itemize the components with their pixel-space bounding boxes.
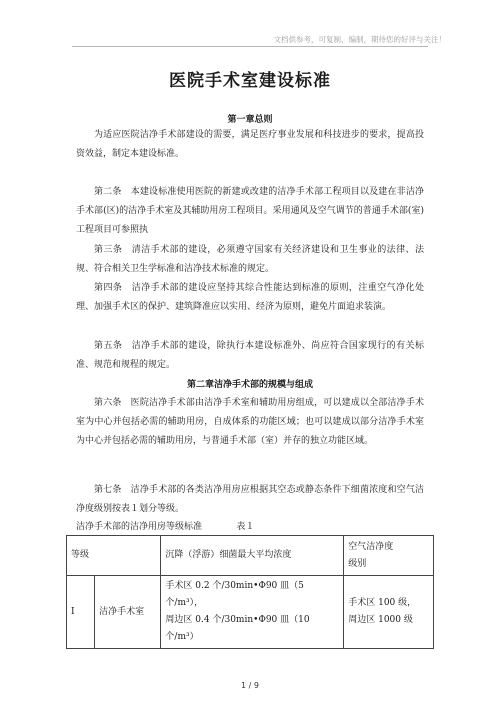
paragraph: 第六条 医院洁净手术部由洁净手术室和辅助用房组成，可以建成以全部洁净手术室为中心并包括必需的辅助用房，自成体系的功能区域；也可以建成以部分洁净手术室为中心并包括必需的辅助用房，与普通手术部（室）并存的独立功能区域。 <box>76 398 424 446</box>
row-cleanliness-line2: 周边区 1000 级 <box>348 615 413 625</box>
table-number: 表１ <box>236 522 255 532</box>
page-number: 1 / 9 <box>241 681 259 690</box>
header-cleanliness-line1: 空气洁净度 <box>348 541 394 552</box>
chapter-1-heading: 第一章总则 <box>227 115 273 125</box>
paragraph: 第七条 洁净手术部的各类洁净用房应根据其空态或静态条件下细菌浓度和空气洁净度级别按表１划分等级。 <box>76 485 424 514</box>
chapter-2-heading: 第二章洁净手术部的规模与组成 <box>186 380 313 390</box>
row-bacteria <box>161 576 344 649</box>
cleanroom-grade-table <box>66 535 434 649</box>
header-cleanliness-line2: 级别 <box>348 558 367 569</box>
document-title: 医院手术室建设标准 <box>169 71 331 91</box>
paragraph: 第三条 清洁手术部的建设，必须遵守国家有关经济建设和卫生事业的法律、法规、符合相关卫生学标准和洁净技术标准的规定。 <box>76 245 424 274</box>
table-caption <box>76 519 254 532</box>
header-grade: 等级 <box>67 536 161 576</box>
row-cleanliness-line1: 手术区 100 级， <box>348 598 417 608</box>
paragraph: 第二条 本建设标准使用医院的新建或改建的洁净手术部工程项目以及建在非洁净手术部(区)的洁净手术室及其辅助用房工程项目。采用通风及空气调节的普通手术部(室)工程项目可参照执 <box>76 187 424 235</box>
table-header-row <box>67 536 434 576</box>
row-grade: Ⅰ <box>67 576 95 649</box>
header-bacteria: 沉降（浮游）细菌最大平均浓度 <box>161 536 344 576</box>
row-bacteria-line1: 手术区 0.2 个/30min•Φ90 皿（5 个/m³）， <box>165 581 304 608</box>
row-bacteria-line2: 周边区 0.4 个/30min•Φ90 皿（10 个/m³） <box>165 615 310 642</box>
header-divider <box>72 46 428 47</box>
row-cleanliness <box>344 576 434 649</box>
paragraph: 第五条 洁净手术部的建设，除执行本建设标准外、尚应符合国家现行的有关标准、规范和规程的规定。 <box>76 341 424 370</box>
paragraph: 第四条 洁净手术部的建设应坚持其综合性能达到标准的原则，注重空气净化处理、加强手术区的保护、建筑降准应以实用、经济为原则，避免片面追求装演。 <box>76 283 424 312</box>
header-note: 文档供参考，可复制、编制，期待您的好评与关注！ <box>273 35 446 44</box>
row-room: 洁净手术室 <box>95 576 161 649</box>
paragraph: 为适应医院洁净手术部建设的需要，满足医疗事业发展和科技进步的要求，提高投资效益，制定本建设标准。 <box>76 130 424 159</box>
table-caption-text: 洁净手术部的洁净用房等级标准 <box>76 522 203 532</box>
header-cleanliness <box>344 536 434 576</box>
table-row <box>67 576 434 649</box>
